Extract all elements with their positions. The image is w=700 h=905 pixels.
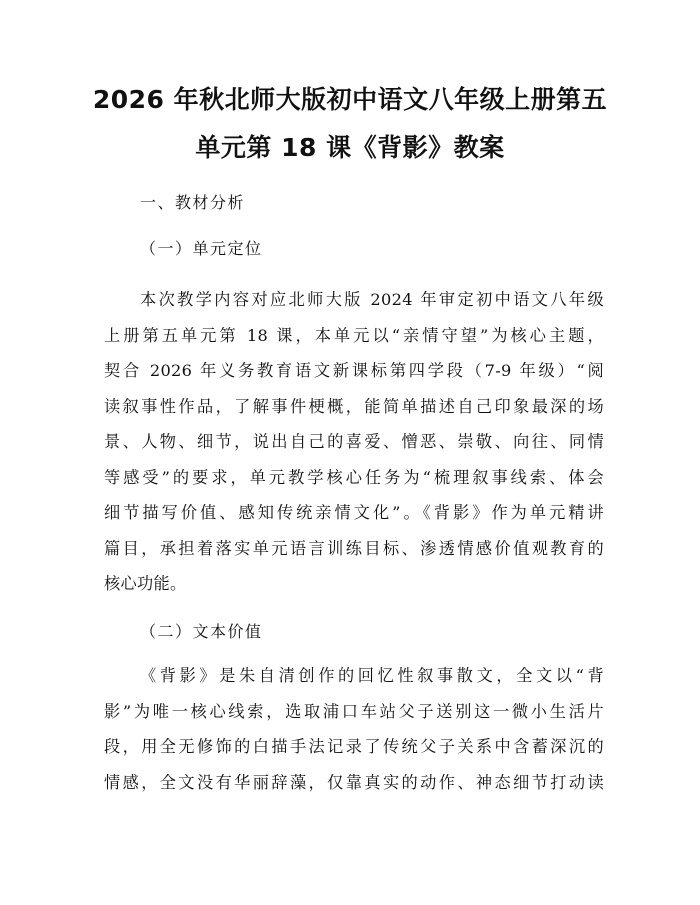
paragraph-line: 景、人物、细节，说出自己的喜爱、憎恶、崇敬、向往、同情 (104, 432, 604, 451)
paragraph-line: 影”为唯一核心线索，选取浦口车站父子送别这一微小生活片 (104, 701, 604, 721)
paragraph-line: 等感受”的要求，单元教学核心任务为“梳理叙事线索、体会 (104, 467, 604, 487)
paragraph-line: 核心功能。 (104, 574, 187, 593)
paragraph-line: 段，用全无修饰的白描手法记录了传统父子关系中含蓄深沉的 (104, 737, 604, 756)
section-heading-textbook-analysis: 一、教材分析 (140, 193, 246, 212)
paragraph-line: 《背影》是朱自清创作的回忆性叙事散文，全文以“背 (140, 666, 604, 685)
paragraph-line: 契合 2026 年义务教育语文新课标第四学段（7-9 年级）“阅 (104, 361, 604, 380)
paragraph-unit-positioning (104, 282, 604, 602)
paragraph-text-value (104, 658, 604, 800)
paragraph-line: 本次教学内容对应北师大版 2024 年审定初中语文八年级 (140, 290, 604, 309)
document-title-line-1: 2026 年秋北师大版初中语文八年级上册第五 (92, 85, 608, 114)
paragraph-line: 篇目，承担着落实单元语言训练目标、渗透情感价值观教育的 (104, 538, 604, 558)
document-title-line-2: 单元第 18 课《背影》教案 (195, 133, 505, 162)
paragraph-line: 上册第五单元第 18 课，本单元以“亲情守望”为核心主题， (104, 325, 604, 345)
subsection-heading-text-value: （二）文本价值 (140, 622, 263, 641)
paragraph-line: 读叙事性作品，了解事件梗概，能简单描述自己印象最深的场 (104, 396, 604, 416)
paragraph-line: 细节描写价值、感知传统亲情文化”。《背影》作为单元精讲 (104, 503, 604, 522)
subsection-heading-unit-positioning: （一）单元定位 (140, 239, 263, 258)
paragraph-line: 情感，全文没有华丽辞藻，仅靠真实的动作、神态细节打动读 (104, 772, 604, 792)
